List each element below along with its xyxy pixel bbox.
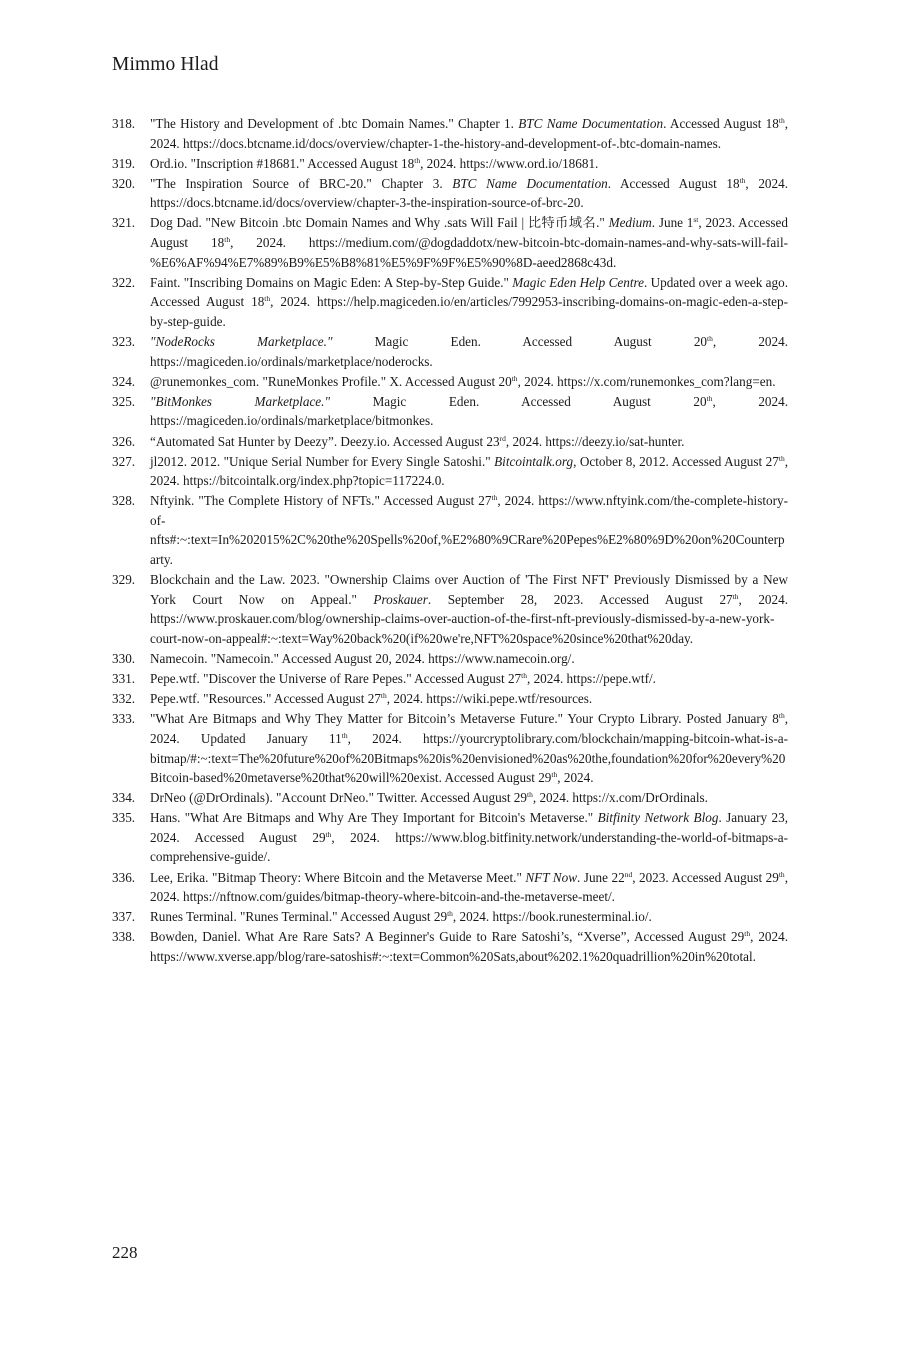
footnote-text: Runes Terminal. "Runes Terminal." Accessed August 29th, 2024. https://book.runesterminal.io/. (150, 909, 652, 925)
footnote-text: Lee, Erika. "Bitmap Theory: Where Bitcoin and the Metaverse Meet." NFT Now. June 22nd, 2023. Accessed August 29th, 2024. https://nftnow.com/guides/bitmap-theory-where-bitcoin-and-the-metaverse-meet/. (150, 869, 788, 905)
footnote-item (112, 689, 788, 709)
footnote-text: @runemonkes_com. "RuneMonkes Profile." X. Accessed August 20th, 2024. https://x.com/runemonkes_com?lang=en. (150, 373, 776, 389)
footnote-text: "What Are Bitmaps and Why They Matter for Bitcoin’s Metaverse Future." Your Crypto Library. Posted January 8th, 2024. Updated January 11th, 2024. https://yourcryptolibrary.com/blockchain/mapping-bitcoin-what-is-a-bitmap/#:~:text=The%20future%20of%20Bitmaps%20is%20envisioned%20as%20the,foundation%20for%20every%20Bitcoin-based%20metaverse%20that%20will%20exist. Accessed August 29th, 2024. (150, 711, 788, 786)
footnote-text: Pepe.wtf. "Resources." Accessed August 27th, 2024. https://wiki.pepe.wtf/resources. (150, 691, 593, 707)
running-header-author: Mimmo Hlad (112, 54, 219, 75)
footnote-item (112, 927, 788, 966)
footnote-number: 334. (112, 790, 136, 806)
footnote-item (112, 907, 788, 927)
footnote-item (112, 154, 788, 174)
footnote-number: 324. (112, 373, 136, 389)
footnote-number: 329. (112, 572, 136, 588)
footnote-number: 325. (112, 393, 136, 409)
footnote-text: Hans. "What Are Bitmaps and Why Are They Important for Bitcoin's Metaverse." Bitfinity Network Blog. January 23, 2024. Accessed August 29th, 2024. https://www.blog.bitfinity.network/understanding-the-world-of-bitmaps-a-comprehensive-guide/. (150, 810, 788, 865)
footnote-item (112, 174, 788, 213)
footnote-text: DrNeo (@DrOrdinals). "Account DrNeo." Twitter. Accessed August 29th, 2024. https://x.com/DrOrdinals. (150, 790, 708, 806)
footnote-text: Blockchain and the Law. 2023. "Ownership Claims over Auction of 'The First NFT' Previously Dismissed by a New York Court Now on Appeal." Proskauer. September 28, 2023. Accessed August 27th, 2024. https://www.proskauer.com/blog/ownership-claims-over-auction-of-the-first-nft-previously-dismissed-by-a-new-york-court-now-on-appeal#:~:text=Way%20back%20(if%20we're,NFT%20space%20since%20that%20day. (150, 572, 788, 646)
footnote-number: 332. (112, 691, 136, 707)
footnote-text: “Automated Sat Hunter by Deezy”. Deezy.io. Accessed August 23rd, 2024. https://deezy.io/sat-hunter. (150, 433, 685, 449)
footnote-number: 331. (112, 671, 136, 687)
footnote-item (112, 432, 788, 452)
footnote-number: 320. (112, 175, 136, 191)
footnote-number: 326. (112, 433, 136, 449)
footnote-item (112, 332, 788, 371)
footnote-item (112, 273, 788, 332)
footnote-text: Bowden, Daniel. What Are Rare Sats? A Beginner's Guide to Rare Satoshi’s, “Xverse”, Accessed August 29th, 2024. https://www.xverse.app/blog/rare-satoshis#:~:text=Common%20Sats,about%202.1%20quadrillion%20in%20total. (150, 929, 788, 964)
footnote-text: Pepe.wtf. "Discover the Universe of Rare Pepes." Accessed August 27th, 2024. https://pepe.wtf/. (150, 671, 656, 687)
footnote-list (112, 114, 788, 967)
footnote-number: 328. (112, 493, 136, 509)
footnote-number: 318. (112, 116, 136, 131)
footnote-number: 337. (112, 909, 136, 925)
footnote-item (112, 452, 788, 491)
footnote-item (112, 788, 788, 808)
footnote-item (112, 868, 788, 907)
footnote-number: 321. (112, 215, 136, 231)
footnote-text: jl2012. 2012. "Unique Serial Number for Every Single Satoshi." Bitcointalk.org, October 8, 2012. Accessed August 27th, 2024. https://bitcointalk.org/index.php?topic=117224.0. (150, 453, 788, 489)
footnote-item (112, 808, 788, 867)
footnote-item (112, 491, 788, 569)
footnote-number: 319. (112, 155, 136, 171)
footnote-item (112, 114, 788, 153)
footnote-text: Nftyink. "The Complete History of NFTs." Accessed August 27th, 2024. https://www.nftyink.com/the-complete-history-of-nfts#:~:text=In%202015%2C%20the%20Spells%20of,%E2%80%9CRare%20Pepes%E2%80%9D%20on%20Counterparty. (150, 493, 788, 568)
footnote-number: 336. (112, 869, 136, 885)
footnote-item (112, 709, 788, 787)
footnote-number: 322. (112, 274, 136, 290)
footnote-item (112, 669, 788, 689)
footnote-text: Dog Dad. "New Bitcoin .btc Domain Names and Why .sats Will Fail | 比特币域名." Medium. June 1st, 2023. Accessed August 18th, 2024. https://medium.com/@dogdaddotx/new-bitcoin-btc-domain-names-and-why-sats-will-fail-%E6%AF%94%E7%89%B9%E5%B8%81%E5%9F%9F%E5%90%8D-aeed2868c43d. (150, 215, 789, 270)
footnote-text: "BitMonkes Marketplace." Magic Eden. Accessed August 20th, 2024. https://magiceden.io/ordinals/marketplace/bitmonkes. (150, 393, 788, 429)
footnote-item (112, 372, 788, 392)
footnote-number: 338. (112, 929, 136, 945)
footnote-number: 323. (112, 334, 136, 350)
footnote-text: "NodeRocks Marketplace." Magic Eden. Accessed August 20th, 2024. https://magiceden.io/ordinals/marketplace/noderocks. (150, 334, 788, 369)
footnote-text: Ord.io. "Inscription #18681." Accessed August 18th, 2024. https://www.ord.io/18681. (150, 155, 599, 171)
footnote-number: 335. (112, 810, 136, 826)
footnote-text: "The Inspiration Source of BRC-20." Chapter 3. BTC Name Documentation. Accessed August 18th, 2024. https://docs.btcname.id/docs/overview/chapter-3-the-inspiration-source-of-brc-20. (150, 175, 789, 211)
footnote-number: 330. (112, 651, 136, 667)
footnote-item (112, 570, 788, 648)
footnote-number: 333. (112, 711, 136, 727)
footnote-text: Namecoin. "Namecoin." Accessed August 20, 2024. https://www.namecoin.org/. (150, 651, 575, 667)
footnote-item (112, 213, 788, 272)
footnote-text: "The History and Development of .btc Domain Names." Chapter 1. BTC Name Documentation. Accessed August 18th, 2024. https://docs.btcname.id/docs/overview/chapter-1-the-history-and-development-of-.btc-domain-names. (150, 116, 788, 151)
footnote-item (112, 649, 788, 669)
footnote-item (112, 392, 788, 431)
footnote-text: Faint. "Inscribing Domains on Magic Eden: A Step-by-Step Guide." Magic Eden Help Centre. Updated over a week ago. Accessed August 18th, 2024. https://help.magiceden.io/en/articles/7992953-inscribing-domains-on-magic-eden-a-step-by-step-guide. (150, 274, 789, 329)
footnote-number: 327. (112, 453, 136, 469)
page-number: 228 (112, 1243, 138, 1262)
